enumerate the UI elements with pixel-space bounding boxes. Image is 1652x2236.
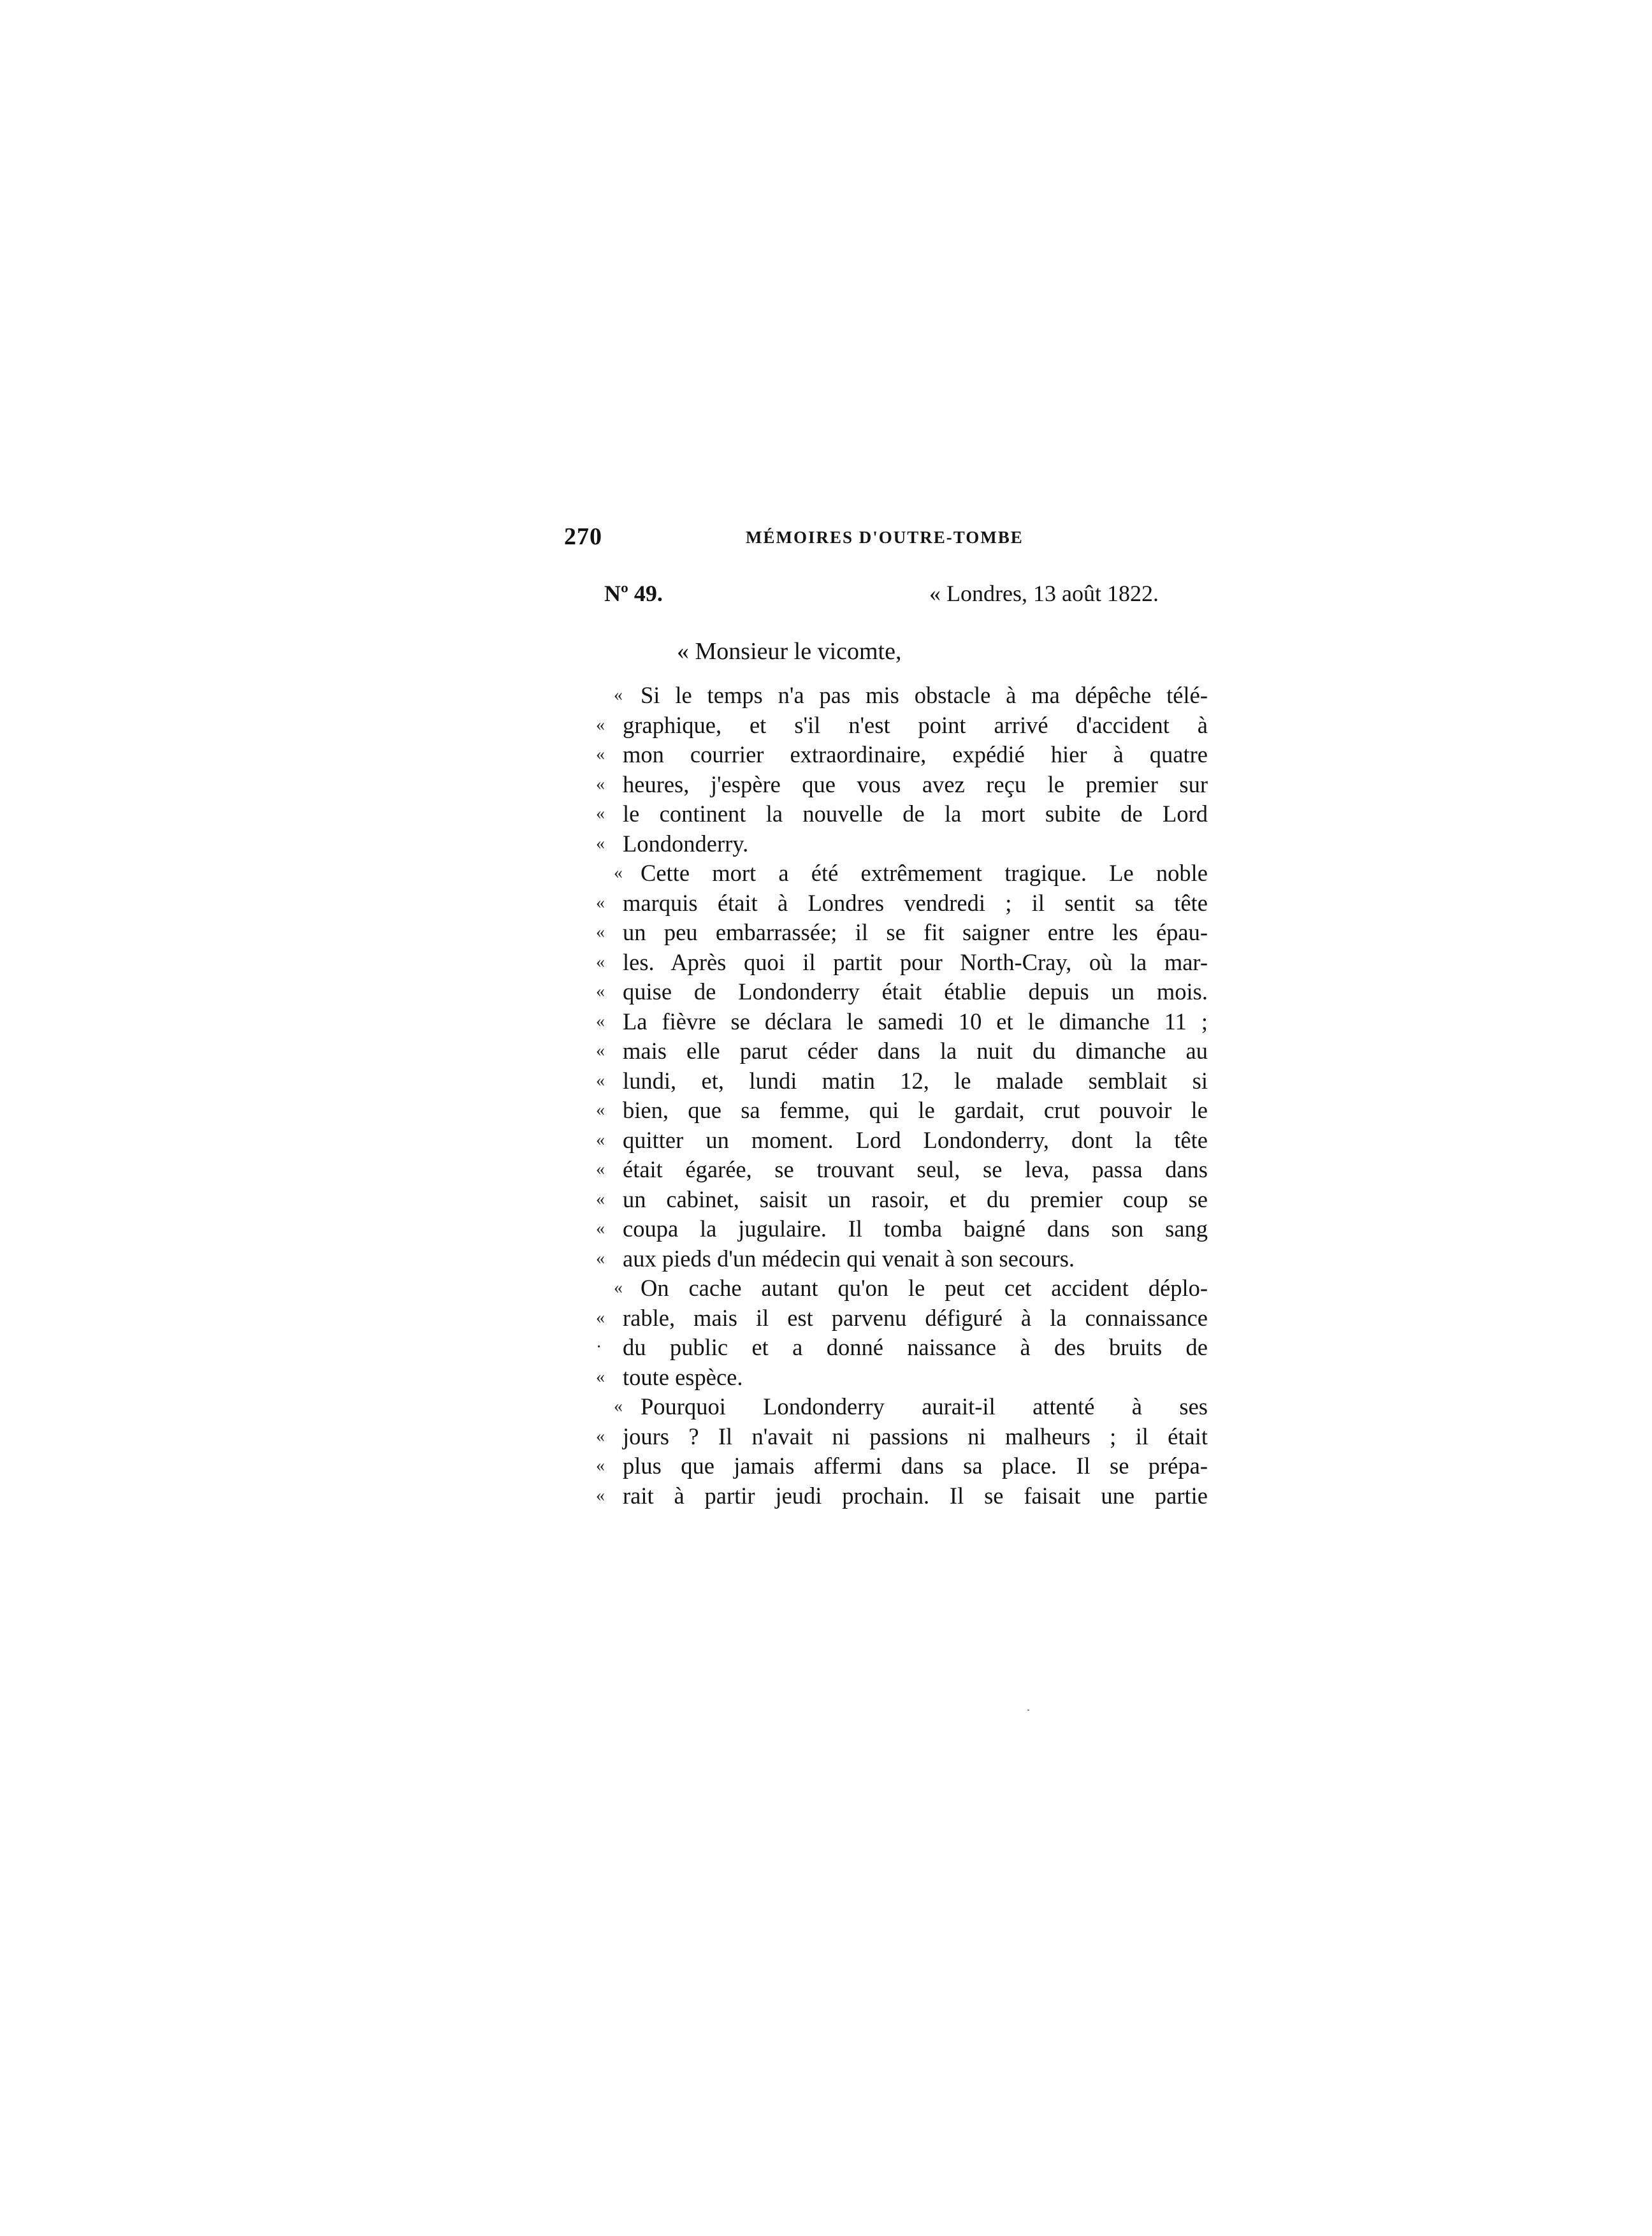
line-text: bien, que sa femme, qui le gardait, crut pouvoir le (623, 1097, 1208, 1123)
quote-mark: « (596, 1367, 605, 1387)
quote-mark: « (596, 982, 605, 1001)
text-line (596, 918, 1208, 948)
quote-mark: « (596, 1100, 605, 1120)
quote-mark: « (596, 744, 605, 764)
text-line (596, 799, 1208, 829)
line-text: du public et a donné naissance à des bruits de (623, 1334, 1208, 1360)
line-text: le continent la nouvelle de la mort subite de Lord (623, 801, 1208, 827)
page-number: 270 (564, 523, 602, 550)
running-title: MÉMOIRES D'OUTRE-TOMBE (746, 528, 1024, 547)
quote-mark: « (596, 1041, 605, 1061)
quote-mark: « (596, 774, 605, 794)
quote-mark: « (614, 1397, 623, 1416)
line-text: mon courrier extraordinaire, expédié hier à quatre (623, 741, 1208, 767)
letter-heading (604, 580, 1159, 618)
line-text: On cache autant qu'on le peut cet accident déplo- (641, 1275, 1208, 1301)
line-text: lundi, et, lundi matin 12, le malade semblait si (623, 1067, 1208, 1094)
text-line (596, 1363, 1208, 1393)
quote-mark: « (614, 1278, 623, 1298)
line-text: jours ? Il n'avait ni passions ni malheurs ; il était (623, 1423, 1208, 1449)
text-line (596, 1392, 1208, 1422)
line-text: rable, mais il est parvenu défiguré à la connaissance (623, 1304, 1208, 1331)
quote-mark: « (596, 1129, 605, 1150)
line-text: La fièvre se déclara le samedi 10 et le dimanche 11 ; (623, 1008, 1208, 1035)
text-line (596, 770, 1208, 800)
text-line (596, 1007, 1208, 1037)
text-line (596, 711, 1208, 741)
page-header (564, 523, 1195, 561)
quote-mark: « (596, 1307, 605, 1328)
line-text: rait à partir jeudi prochain. Il se faisait une partie (623, 1482, 1208, 1509)
print-speck (1027, 1710, 1029, 1711)
line-text: Pourquoi Londonderry aurait-il attenté à ses (641, 1393, 1208, 1419)
letter-body (596, 681, 1208, 1511)
letter-salutation: « Monsieur le vicomte, (677, 638, 902, 665)
text-line (596, 859, 1208, 889)
quote-mark: « (596, 1070, 605, 1091)
line-text: aux pieds d'un médecin qui venait à son secours. (623, 1245, 1075, 1272)
text-line (596, 1096, 1208, 1126)
line-text: un peu embarrassée; il se fit saigner entre les épau- (623, 919, 1208, 945)
line-text: mais elle parut céder dans la nuit du dimanche au (623, 1038, 1208, 1064)
line-text: toute espèce. (623, 1363, 743, 1390)
letter-number: Nº 49. (604, 581, 663, 606)
quote-mark: « (596, 1248, 605, 1268)
quote-mark: « (596, 833, 605, 853)
text-line (596, 1303, 1208, 1333)
line-text: quitter un moment. Lord Londonderry, dont la tête (623, 1126, 1208, 1153)
quote-mark: « (596, 1485, 605, 1506)
line-text: les. Après quoi il partit pour North-Cray, où la mar- (623, 948, 1208, 975)
quote-mark: « (596, 952, 605, 972)
quote-mark: « (596, 1159, 605, 1179)
text-line (596, 1481, 1208, 1511)
line-text: Londonderry. (623, 830, 749, 857)
quote-mark: « (596, 1189, 605, 1209)
text-line (596, 1422, 1208, 1452)
quote-mark: « (614, 863, 623, 883)
quote-mark: « (596, 715, 605, 735)
text-line (596, 1036, 1208, 1066)
text-line (596, 1244, 1208, 1274)
text-line (596, 829, 1208, 859)
quote-mark: « (596, 1219, 605, 1238)
line-text: marquis était à Londres vendredi ; il sentit sa tête (623, 889, 1208, 916)
text-line (596, 681, 1208, 711)
quote-mark: « (596, 1011, 605, 1031)
line-text: quise de Londonderry était établie depuis un mois. (623, 978, 1208, 1005)
text-line (596, 1155, 1208, 1185)
text-line (596, 1333, 1208, 1363)
text-line (596, 1126, 1208, 1156)
text-line (596, 948, 1208, 978)
text-line (596, 1274, 1208, 1303)
line-text: plus que jamais affermi dans sa place. Il se prépa- (623, 1453, 1208, 1479)
text-line (596, 1214, 1208, 1244)
line-text: coupa la jugulaire. Il tomba baigné dans son sang (623, 1216, 1208, 1242)
quote-mark: « (596, 892, 605, 913)
letter-dateline: « Londres, 13 août 1822. (929, 581, 1159, 606)
line-text: Si le temps n'a pas mis obstacle à ma dépêche télé- (641, 682, 1208, 708)
quote-mark: « (596, 804, 605, 824)
line-text: un cabinet, saisit un rasoir, et du premier coup se (623, 1186, 1208, 1212)
line-text: heures, j'espère que vous avez reçu le premier sur (623, 771, 1208, 797)
quote-mark: « (614, 685, 623, 705)
text-line (596, 889, 1208, 918)
quote-mark: · (596, 1337, 602, 1357)
text-line (596, 1185, 1208, 1215)
text-line (596, 1451, 1208, 1481)
quote-mark: « (596, 1456, 605, 1476)
text-line (596, 740, 1208, 770)
text-line (596, 1066, 1208, 1096)
line-text: Cette mort a été extrêmement tragique. Le noble (641, 860, 1208, 886)
quote-mark: « (596, 1426, 605, 1446)
text-line (596, 977, 1208, 1007)
quote-mark: « (596, 922, 605, 942)
line-text: graphique, et s'il n'est point arrivé d'accident à (623, 711, 1208, 738)
line-text: était égarée, se trouvant seul, se leva, passa dans (623, 1156, 1208, 1182)
